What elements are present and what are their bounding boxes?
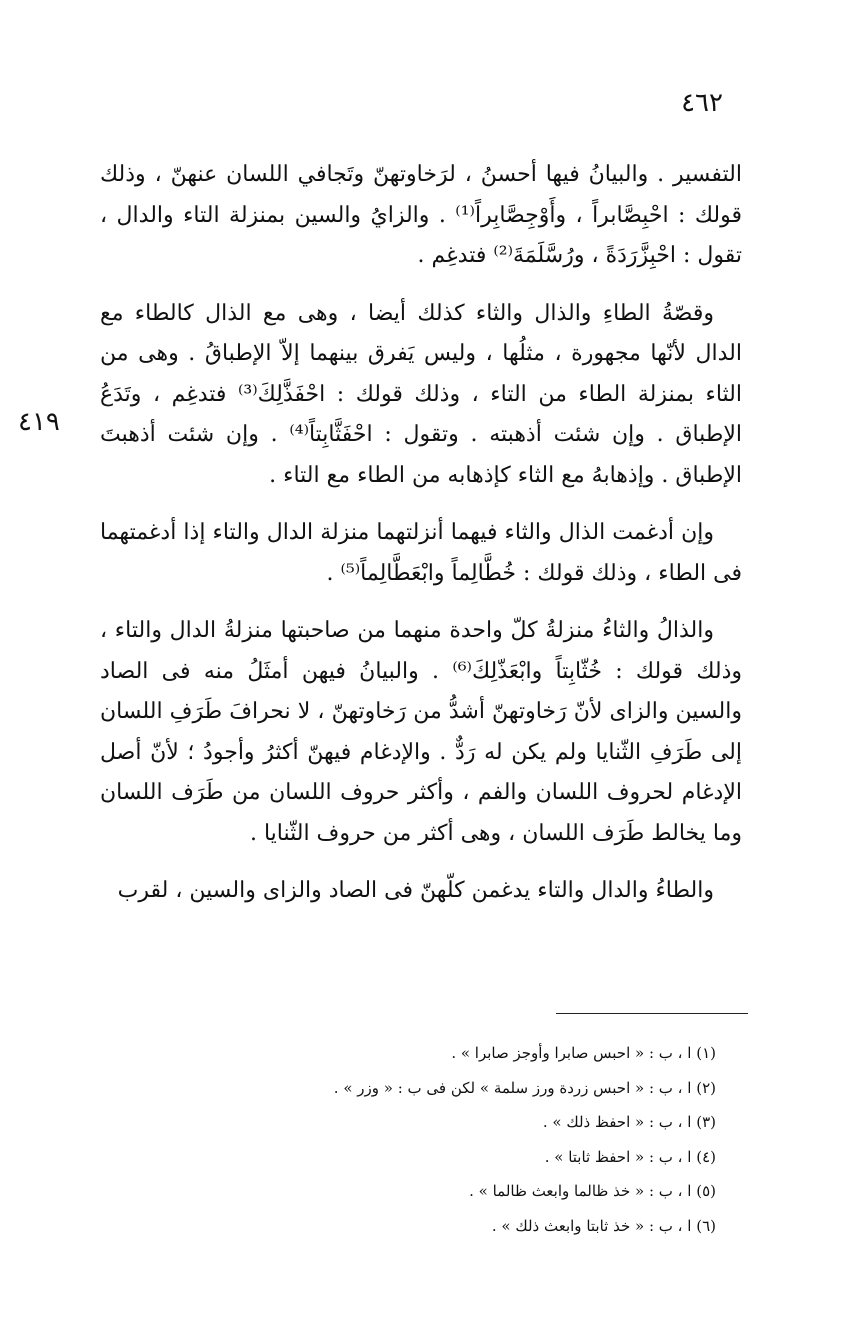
paragraph: والذالُ والثاءُ منزلةُ كلّ واحدة منهما من صاحبتها منزلةُ الدال والتاء ، وذلك قولك : خُثّابِتاً وابْعَذّلِكَ⁽⁶⁾ . والبيانُ فيهن أمثَلُ منه فى الصاد والسين والزاى لأنّ رَخاوتهنّ أشدُّ من رَخاوتهنّ ، لا نحرافَ طَرَفِ اللسان إلى طَرَفِ الثّنايا ولم يكن له رَدٌّ . والإدغام فيهنّ أكثرُ وأجودُ ؛ لأنّ أصل الإدغام لحروف اللسان والفم ، وأكثر حروف اللسان من طَرَف اللسان وما يخالط طَرَف اللسان ، وهى أكثر من حروف الثّنايا . [100,618,742,846]
footnote-divider [556,1013,748,1014]
paragraph: التفسير . والبيانُ فيها أحسنُ ، لرَخاوتهنّ وتَجافي اللسان عنهنّ ، وذلك قولك : احْبِصَّابراً ، وأَوْجِصَّابِراً⁽¹⁾ . والزايُ والسين بمنزلة التاء والدال ، تقول : احْبِزَّرَدَةً ، ورُسَّلَمَةَ⁽²⁾ فتدغِم . [100,162,743,268]
footnote: (٣) ا ، ب : « احفظ ذلك » . [542,1113,716,1132]
footnote: (٦) ا ، ب : « خذ ثابتا وابعث ذلك » . [491,1216,716,1235]
main-text [100,155,742,912]
footnote: (٥) ا ، ب : « خذ ظالما وابعث ظالما » . [469,1182,716,1201]
margin-number: ٤١٩ [18,407,60,437]
paragraph: وقصّةُ الطاءِ والذال والثاء كذلك أيضا ، وهى مع الذال كالطاء مع الدال لأنّها مجهورة ، مثلُها ، وليس يَفرق بينهما إلاّ الإطباقُ . وهى من الثاء بمنزلة الطاء من التاء ، وذلك قولك : احْفَذَّلِكَ⁽³⁾ فتدغِم ، وتَدَعُ الإطباق . وإن شئت أذهبته . وتقول : احْفَثَّابِتاً⁽⁴⁾ . وإن شئت أذهبتَ الإطباق . وإذهابهُ مع الثاء كإذهابه من الطاء مع التاء . [100,300,742,488]
footnote: (٤) ا ، ب : « احفظ ثابتا » . [544,1147,716,1166]
footnote: (١) ا ، ب : « احبس صابرا وأوجز صابرا » . [451,1044,716,1062]
footnote: (٢) ا ، ب : « احبس زردة ورز سلمة » لكن فى ب : « وزر » . [333,1078,716,1097]
paragraph: وإن أدغمت الذال والثاء فيهما أنزلتهما منزلة الدال والتاء إذا أدغمتهما فى الطاء ، وذلك قولك : خُطَّالِماً وابْعَطَّالِماً⁽⁵⁾ . [100,520,742,586]
page-number: ٤٦٢ [681,88,723,118]
footnotes [300,1036,716,1244]
paragraph: والطاءُ والدال والتاء يدغمن كلّهنّ فى الصاد والزاى والسين ، لقرب [117,878,714,903]
